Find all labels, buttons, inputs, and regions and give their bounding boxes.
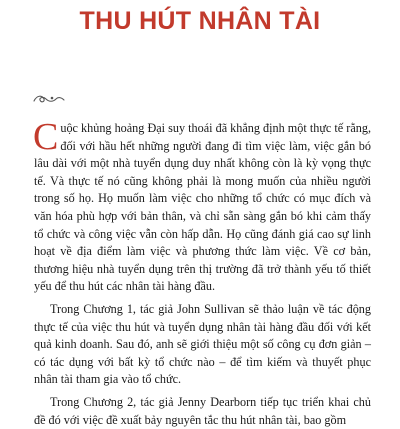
chapter-title: THU HÚT NHÂN TÀI — [79, 7, 321, 35]
drop-cap-letter: C — [33, 116, 59, 158]
body-text — [33, 116, 371, 429]
paragraph-2: Trong Chương 1, tác giả John Sullivan sẽ thảo luận về tác động thực tế của việc thu hút và tuyển dụng nhân tài hàng đầu đối với kết quả kinh doanh. Sau đó, anh sẽ giới thiệu một số công cụ đơn giản – có tác dụng với bất kỳ tổ chức nào – để tìm kiếm và thuyết phục nhân tài tham gia vào tổ chức. — [34, 301, 371, 387]
paragraph-1 — [33, 116, 371, 296]
paragraph-3: Trong Chương 2, tác giả Jenny Dearborn tiếp tục triển khai chủ đề đó với việc đề xuất bảy nguyên tắc thu hút nhân tài, bao gồm — [34, 394, 371, 427]
paragraph-1-text: uộc khủng hoảng Đại suy thoái đã khẳng định một thực tế rằng, đối với hầu hết những người đang đi tìm việc làm, việc gắn bó lâu dài với một nhà tuyển dụng duy nhất không còn là kỳ vọng thực tế. Và thực tế nó cũng không phải là mong muốn của nhiều người trong số họ. Họ muốn làm việc cho những tổ chức có mục đích và văn hóa phù hợp với bản thân, và chỉ sẵn sàng gắn bó khi cảm thấy tổ chức và công việc vẫn còn hấp dẫn. Họ cũng đánh giá cao sự linh hoạt về địa điểm làm việc và phương thức làm việc. Về cơ bản, thương hiệu nhà tuyển dụng trên thị trường đã trở thành yếu tố thiết yếu để thu hút các nhân tài hàng đầu. — [34, 121, 371, 294]
flourish-ornament-icon — [32, 92, 66, 106]
